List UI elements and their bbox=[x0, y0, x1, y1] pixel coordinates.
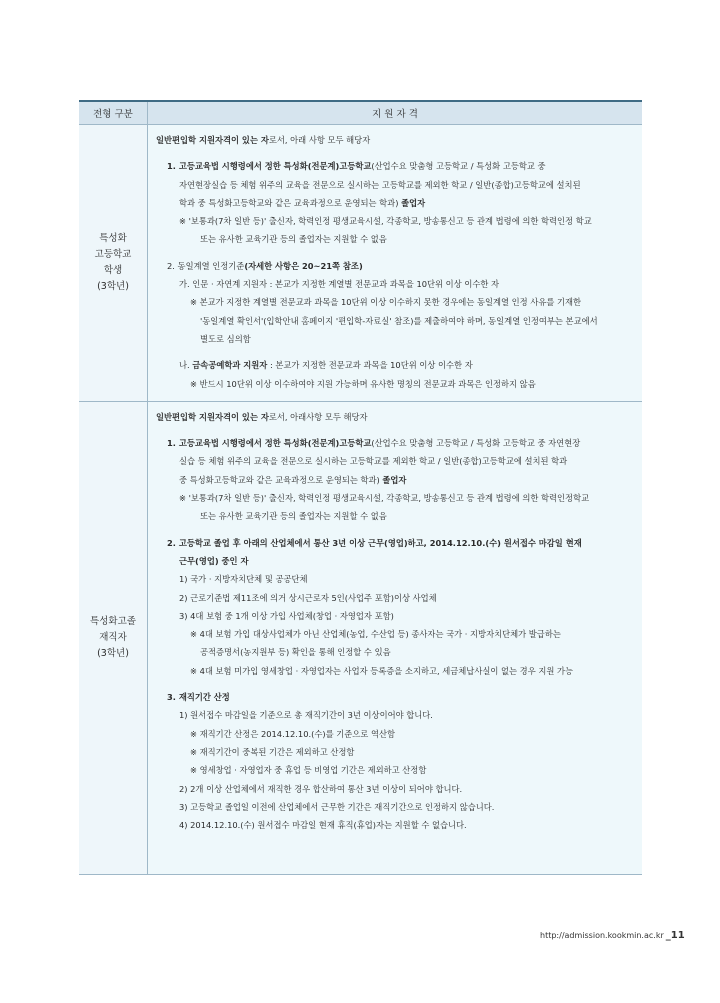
header-category: 전형 구분 bbox=[79, 102, 148, 124]
section-2: 2. 고등학교 졸업 후 아래의 산업체에서 통산 3년 이상 근무(영업)하고, 2014.12.10.(수) 원서접수 마감일 현재 bbox=[167, 537, 582, 548]
intro-text: 일반편입학 지원자격이 있는 자로서, 아래 사항 모두 해당자 bbox=[156, 135, 371, 145]
note-text: ※ '보통과(7차 일반 등)' 출신자, 학력인정 평생교육시설, 각종학교, 방송통신고 등 관계 법령에 의한 학력인정 학교 bbox=[179, 216, 592, 227]
row-content bbox=[148, 125, 642, 401]
page-number: _11 bbox=[665, 930, 685, 941]
sub-item: 3) 4대 보험 중 1개 이상 가입 사업체(창업 · 자영업자 포함) bbox=[179, 610, 394, 621]
sub-item: 1) 원서접수 마감일을 기준으로 총 재직기간이 3년 이상이어야 합니다. bbox=[179, 710, 433, 721]
note-text: 또는 유사한 교육기관 등의 졸업자는 지원할 수 없음 bbox=[200, 511, 387, 522]
note-text: 별도로 심의함 bbox=[200, 333, 251, 344]
intro-text: 일반편입학 지원자격이 있는 자로서, 아래사항 모두 해당자 bbox=[156, 411, 368, 422]
sub-item: 4) 2014.12.10.(수) 원서접수 마감일 현재 휴직(휴업)자는 지원할 수 없습니다. bbox=[179, 820, 467, 831]
eligibility-table bbox=[79, 100, 642, 875]
sub-item: 2) 2개 이상 산업체에서 재직한 경우 합산하여 통산 3년 이상이 되어야 합니다. bbox=[179, 783, 463, 794]
section-1: 1. 고등교육법 시행령에서 정한 특성화(전문계)고등학교(산업수요 맞춤형 고등학교 / 특성화 고등학교 중 자연현장 bbox=[167, 438, 581, 449]
sub-item: 2) 근로기준법 제11조에 의거 상시근로자 5인(사업주 포함)이상 사업체 bbox=[179, 592, 437, 603]
section-1: 1. 고등교육법 시행령에서 정한 특성화(전문계)고등학교(산업수요 맞춤형 고등학교 / 특성화 고등학교 중 bbox=[167, 161, 546, 172]
row-label-line: (3학년) bbox=[97, 280, 129, 292]
note-text: ※ 재직기간 산정은 2014.12.10.(수)를 기준으로 역산함 bbox=[190, 728, 395, 739]
section-1-line: 실습 등 체험 위주의 교육을 전문으로 실시하는 고등학교를 제외한 학교 / 일반(종합)고등학교에 설치된 학과 bbox=[179, 456, 568, 467]
note-text: ※ 4대 보험 가입 대상사업체가 아닌 산업체(농업, 수산업 등) 종사자는 국가 · 지방자치단체가 발급하는 bbox=[190, 629, 561, 640]
row-label-line: 특성화 bbox=[99, 232, 127, 244]
note-text: ※ 재직기간이 중복된 기간은 제외하고 산정함 bbox=[190, 746, 355, 757]
section-1-line: 자연현장실습 등 체험 위주의 교육을 전문으로 실시하는 고등학교를 제외한 학교 / 일반(종합)고등학교에 설치된 bbox=[179, 179, 581, 190]
sub-item: 나. 금속공예학과 지원자 : 본교가 지정한 전문교과 과목을 10단위 이상 이수한 자 bbox=[179, 360, 473, 371]
table-header bbox=[79, 102, 642, 125]
section-1-line: 학과 중 특성화고등학교와 같은 교육과정으로 운영되는 학과) 졸업자 bbox=[179, 197, 426, 208]
note-text: ※ 반드시 10단위 이상 이수하여야 지원 가능하며 유사한 명칭의 전문교과 과목은 인정하지 않음 bbox=[190, 378, 536, 389]
section-3: 3. 재직기간 산정 bbox=[167, 692, 230, 703]
row-label-line: 학생 bbox=[103, 264, 123, 276]
row-label-line: 특성화고졸 bbox=[90, 616, 136, 628]
note-text: ※ 영세창업 · 자영업자 중 휴업 등 비영업 기간은 제외하고 산정함 bbox=[190, 765, 427, 776]
row-label-line: (3학년) bbox=[97, 648, 129, 660]
row-label-specialized-student bbox=[79, 125, 148, 401]
sub-item: 1) 국가 · 지방자치단체 및 공공단체 bbox=[179, 574, 308, 585]
table-row bbox=[79, 402, 642, 876]
note-text: ※ '보통과(7차 일반 등)' 출신자, 학력인정 평생교육시설, 각종학교, 방송통신고 등 관계 법령에 의한 학력인정학교 bbox=[179, 493, 590, 504]
row-content bbox=[148, 402, 642, 875]
note-text: 또는 유사한 교육기관 등의 졸업자는 지원할 수 없음 bbox=[200, 234, 387, 245]
note-text: 공적증명서(농지원부 등) 확인을 통해 인정할 수 있음 bbox=[200, 647, 391, 658]
sub-item: 가. 인문 · 자연계 지원자 : 본교가 지정한 계열별 전문교과 과목을 10단위 이상 이수한 자 bbox=[179, 279, 500, 290]
footer-url: http://admission.kookmin.ac.kr bbox=[540, 931, 664, 940]
sub-item: 3) 고등학교 졸업일 이전에 산업체에서 근무한 기간은 재직기간으로 인정하지 않습니다. bbox=[179, 801, 495, 812]
row-label-line: 재직자 bbox=[99, 632, 127, 644]
page-footer bbox=[540, 930, 685, 941]
section-2: 2. 동일계열 인정기준(자세한 사항은 20~21쪽 참조) bbox=[167, 260, 363, 271]
note-text: '동일계열 확인서'(입학안내 홈페이지 '편입학-자료실' 참조)를 제출하여야 하며, 동일계열 인정여부는 본교에서 bbox=[200, 315, 598, 326]
note-text: ※ 4대 보험 미가입 영세창업 · 자영업자는 사업자 등록증을 소지하고, 세금체납사실이 없는 경우 지원 가능 bbox=[190, 665, 574, 676]
section-1-line: 중 특성화고등학교와 같은 교육과정으로 운영되는 학과) 졸업자 bbox=[179, 474, 407, 485]
row-label-employed-graduate bbox=[79, 402, 148, 875]
note-text: ※ 본교가 지정한 계열별 전문교과 과목을 10단위 이상 이수하지 못한 경우에는 동일계열 인정 사유를 기재한 bbox=[190, 297, 582, 308]
table-row bbox=[79, 125, 642, 402]
section-2-line: 근무(영업) 중인 자 bbox=[179, 555, 249, 566]
row-label-line: 고등학교 bbox=[94, 248, 132, 260]
header-qualification: 지 원 자 격 bbox=[372, 109, 418, 120]
